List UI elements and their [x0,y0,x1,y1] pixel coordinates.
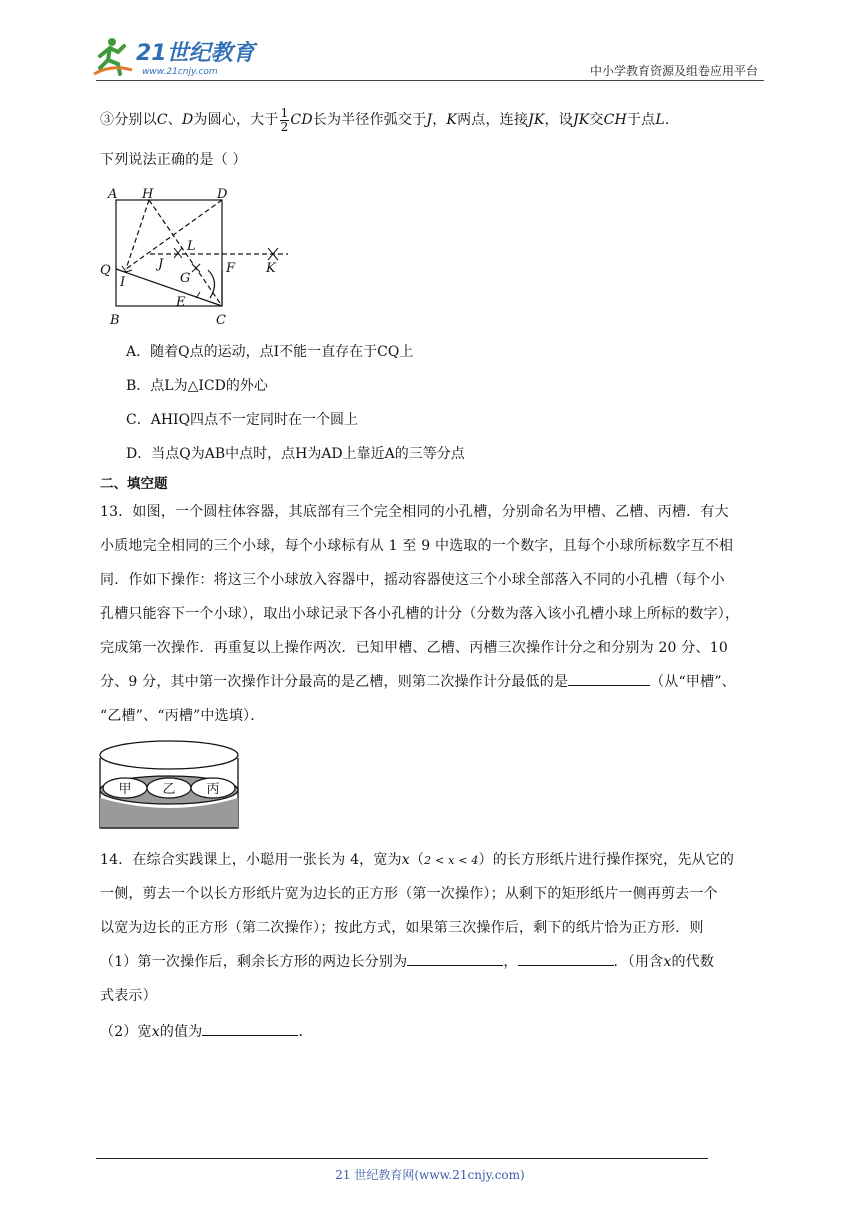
q14-sub1-cont: 式表示） [100,988,157,1004]
q14-sub1: （1）第一次操作后，剩余长方形的两边长分别为 ， ．（用含x的代数 [100,948,762,976]
q13-line6: 分、9 分，其中第一次操作计分最高的是乙槽，则第二次操作计分最低的是 （从“甲槽”、 [100,668,762,696]
svg-text:F: F [226,261,236,276]
q13-line2: 小质地完全相同的三个小球，每个小球标有从 1 至 9 中选取的一个数字，且每个小球所标数字互不相 [100,538,734,554]
q12-question: 下列说法正确的是（ ） [100,152,247,168]
svg-text:www.21cnjy.com: www.21cnjy.com [142,67,218,77]
svg-text:C: C [216,313,226,328]
footer-divider [96,1158,708,1159]
q14-line1: 14．在综合实践课上，小聪用一张长为 4，宽为x（2 < x < 4）的长方形纸片进行操作探究，先从它的 [100,852,735,868]
q12-step3: ③分别以C、D为圆心，大于 $\frac{1}{2}$ CD长为半径作弧交于J，K两点，连接JK，设JK交CH于点L. [100,105,670,134]
fraction-half: $\frac{1}{2}$ [280,105,289,134]
option-d: D．当点Q为AB中点时，点H为AD上靠近A的三等分点 [126,446,465,462]
q14-sub2: （2）宽x的值为 ． [100,1018,762,1046]
svg-text:B: B [110,313,120,328]
svg-text:丙: 丙 [206,782,220,797]
header-divider [96,80,764,81]
footer-text: 21 世纪教育网(www.21cnjy.com) [335,1168,525,1182]
q13-line7: “乙槽”、“丙槽”中选填）． [100,708,265,724]
answer-blank[interactable] [568,669,650,686]
svg-text:H: H [142,187,154,202]
option-c: C．AHIQ四点不一定同时在一个圆上 [126,412,359,428]
q14-line2: 一侧，剪去一个以长方形纸片宽为边长的正方形（第一次操作）；从剩下的矩形纸片一侧再剪去一个 [100,886,718,902]
answer-blank-1[interactable] [407,949,503,966]
svg-text:K: K [266,261,276,276]
option-a: A．随着Q点的运动，点I不能一直存在于CQ上 [126,344,414,360]
q14-line3: 以宽为边长的正方形（第二次操作）；按此方式，如果第三次操作后，剩下的纸片恰为正方形．则 [100,920,704,936]
svg-text:L: L [187,239,196,254]
q13-line1: 13．如图，一个圆柱体容器，其底部有三个完全相同的小孔槽，分别命名为甲槽、乙槽、丙槽．有大 [100,504,729,520]
svg-text:Q: Q [100,263,111,278]
svg-text:A: A [108,187,118,202]
q13-line5: 完成第一次操作．再重复以上操作两次．已知甲槽、乙槽、丙槽三次操作计分之和分别为 20 分、10 [100,640,728,656]
svg-text:I: I [120,275,126,290]
svg-text:G: G [180,271,191,286]
answer-blank-2[interactable] [518,949,614,966]
geometry-figure [92,182,302,328]
svg-text:21世纪教育: 21世纪教育 [136,41,255,66]
answer-blank-3[interactable] [202,1019,298,1036]
svg-text:甲: 甲 [118,782,132,797]
cylinder-container-figure [96,738,242,834]
svg-text:乙: 乙 [162,782,176,797]
svg-text:J: J [158,257,164,272]
section-title: 二、填空题 [100,476,168,492]
platform-name: 中小学教育资源及组卷应用平台 [589,64,758,78]
site-logo [92,34,267,80]
runner-icon [94,38,132,74]
svg-text:E: E [176,295,186,310]
svg-text:D: D [217,187,228,202]
q13-line4: 孔槽只能容下一个小球），取出小球记录下各小孔槽的计分（分数为落入该小孔槽小球上所标的数字）， [100,606,740,622]
q13-line3: 同．作如下操作：将这三个小球放入容器中，摇动容器使这三个小球全部落入不同的小孔槽（每个小 [100,572,725,588]
option-b: B．点L为△ICD的外心 [126,378,268,394]
